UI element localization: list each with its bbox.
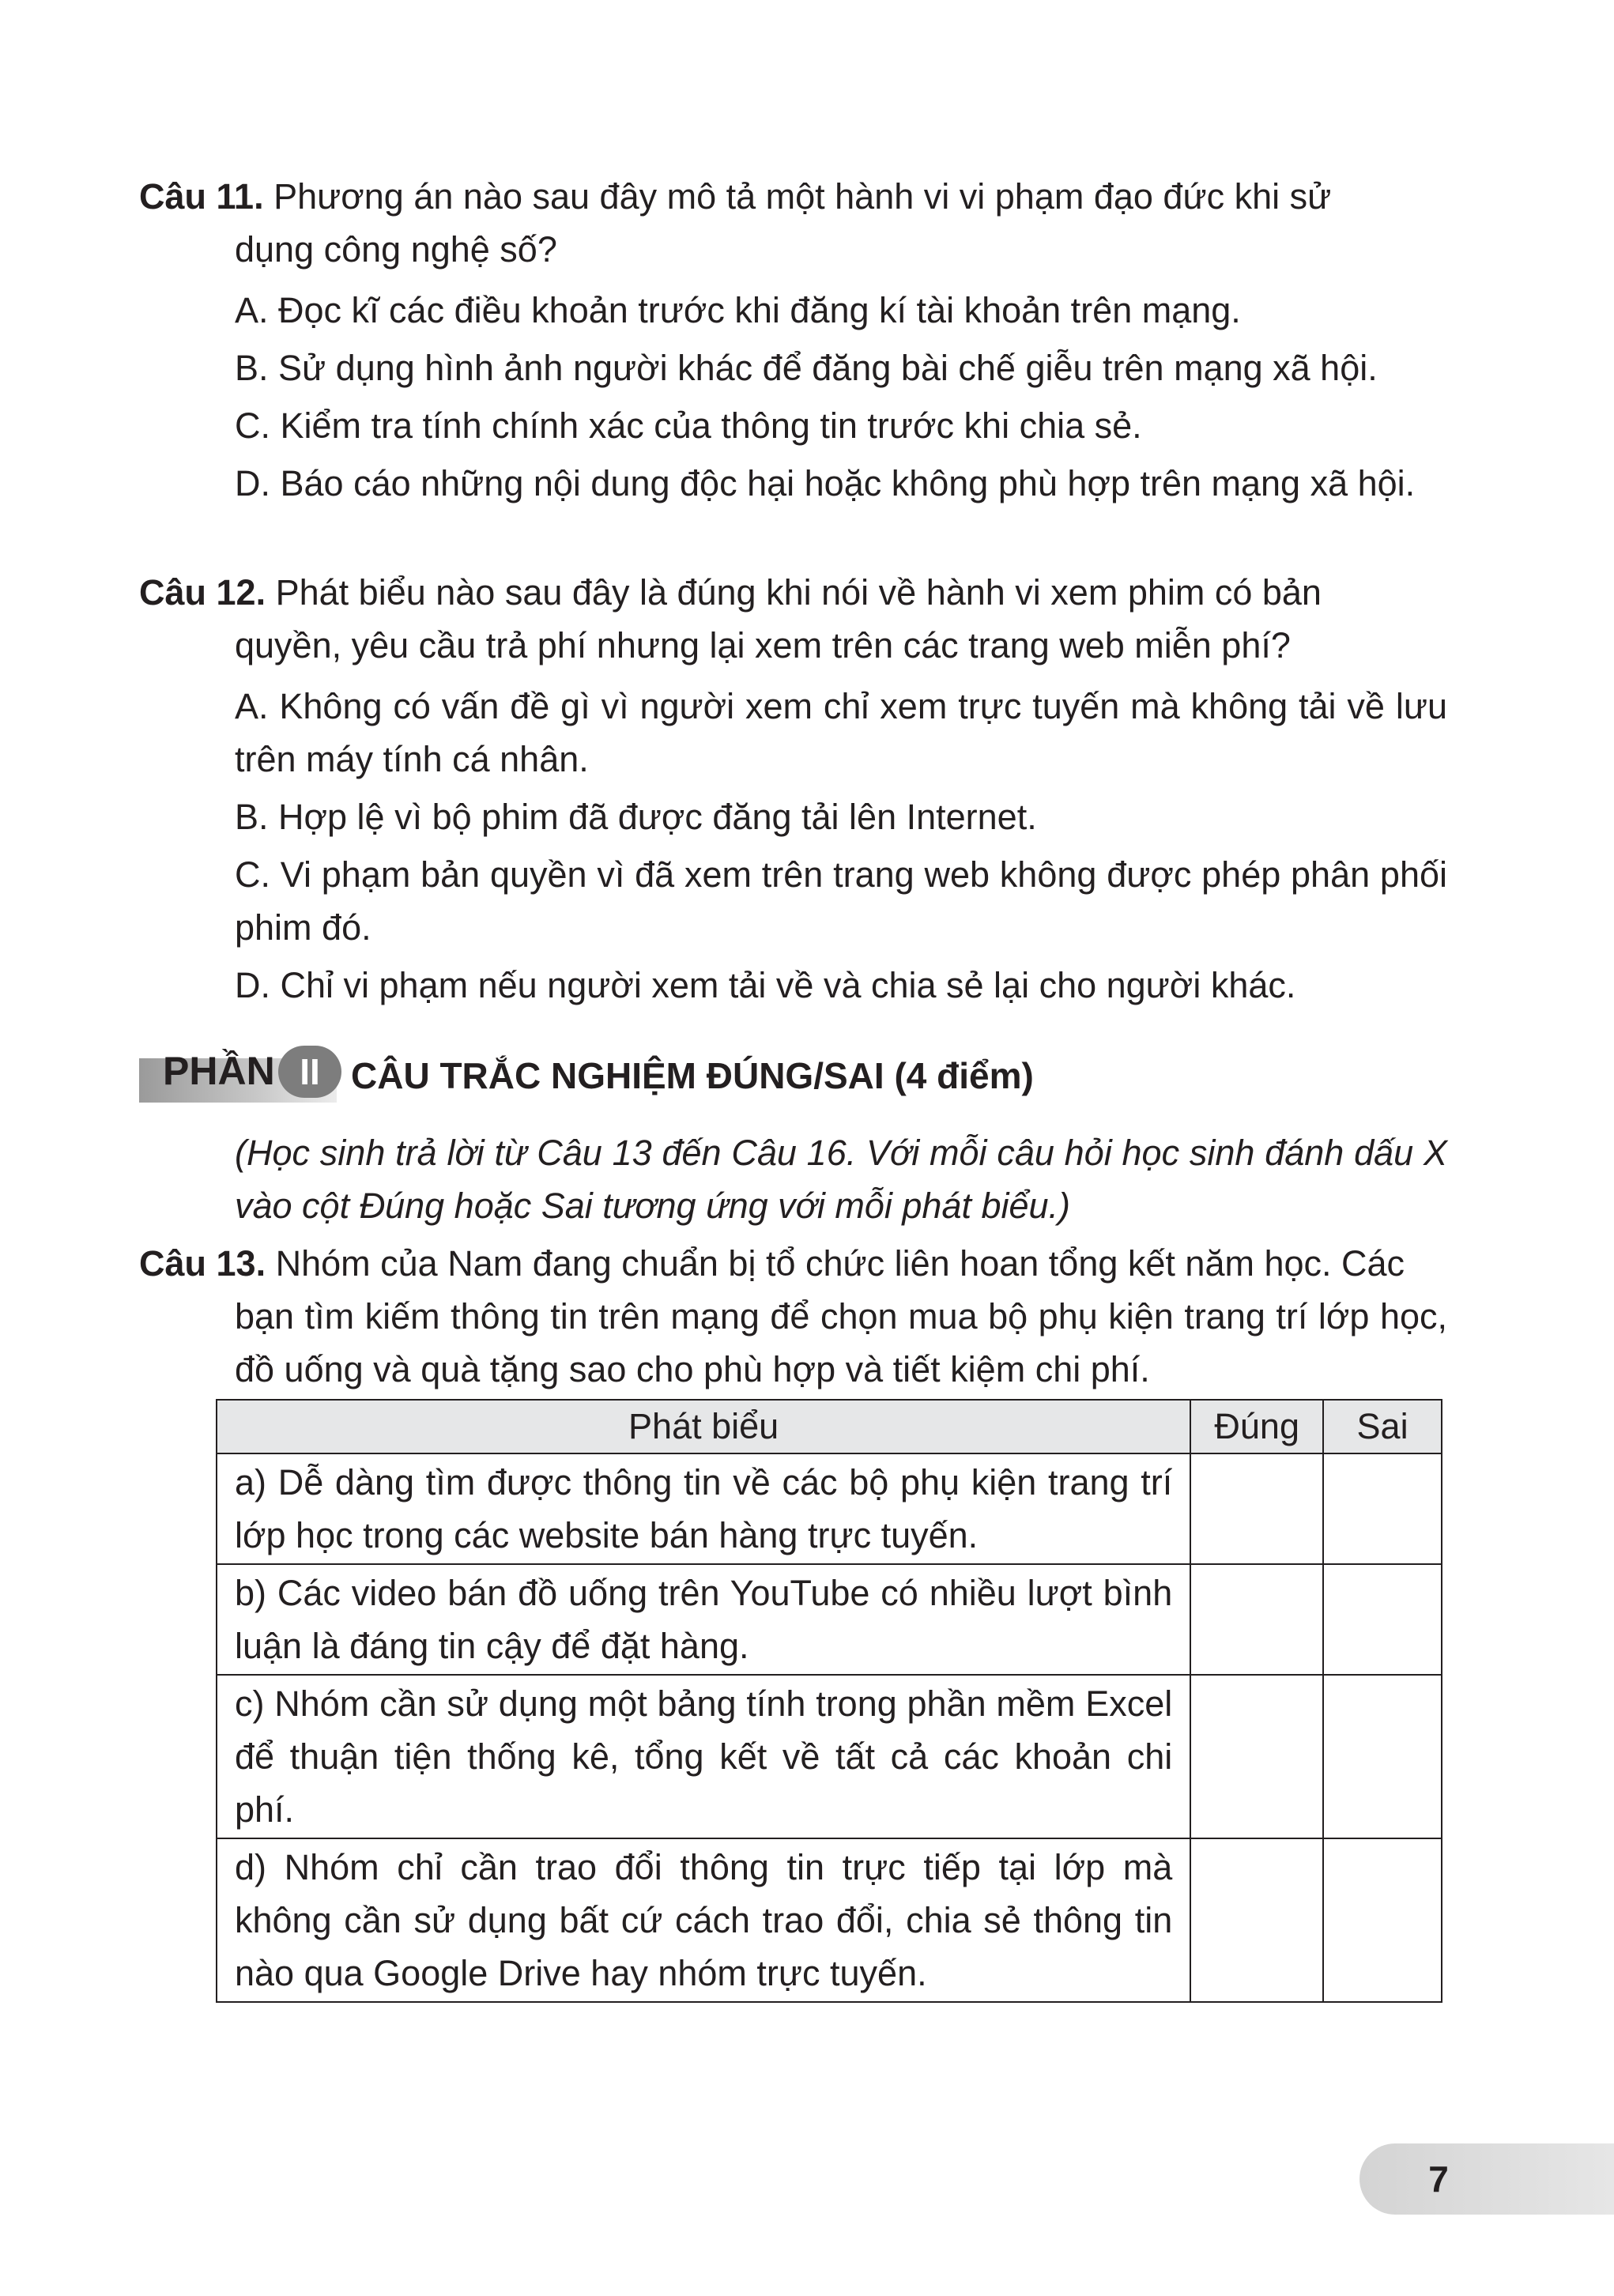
section-numeral-badge: II [278, 1046, 341, 1098]
table-header-row [217, 1400, 1442, 1453]
section-header [139, 1039, 1483, 1103]
table-row [217, 1838, 1442, 2002]
question-11-number: Câu 11. [139, 176, 264, 217]
statement-b: b) Các video bán đồ uống trên YouTube có nhiều lượt bình luận là đáng tin cậy để đặt hàng. [217, 1564, 1190, 1675]
question-11 [139, 170, 1447, 510]
question-12-option-c: C. Vi phạm bản quyền vì đã xem trên trang web không được phép phân phối phim đó. [235, 854, 1447, 948]
answer-false-a[interactable] [1323, 1453, 1442, 1564]
question-12-text-line1: Phát biểu nào sau đây là đúng khi nói về hành vi xem phim có bản [275, 572, 1322, 613]
header-statement: Phát biểu [217, 1400, 1190, 1453]
question-12-stem [139, 566, 1447, 619]
page-number-tab [1359, 2143, 1614, 2215]
question-11-stem [139, 170, 1447, 223]
question-11-option-b: B. Sử dụng hình ảnh người khác để đăng bài chế giễu trên mạng xã hội. [235, 348, 1378, 388]
question-12-option-d: D. Chỉ vi phạm nếu người xem tải về và chia sẻ lại cho người khác. [235, 965, 1296, 1005]
question-11-option-a: A. Đọc kĩ các điều khoản trước khi đăng kí tài khoản trên mạng. [235, 290, 1241, 330]
true-false-table [216, 1399, 1442, 2003]
answer-true-d[interactable] [1190, 1838, 1323, 2002]
answer-false-b[interactable] [1323, 1564, 1442, 1675]
section-instruction: (Học sinh trả lời từ Câu 13 đến Câu 16. Với mỗi câu hỏi học sinh đánh dấu X vào cột Đúng hoặc Sai tương ứng với mỗi phát biểu.) [235, 1133, 1447, 1226]
question-12-option-b: B. Hợp lệ vì bộ phim đã được đăng tải lên Internet. [235, 797, 1037, 837]
question-11-option-d: D. Báo cáo những nội dung độc hại hoặc không phù hợp trên mạng xã hội. [235, 463, 1416, 503]
question-12 [139, 566, 1447, 1012]
statement-c: c) Nhóm cần sử dụng một bảng tính trong phần mềm Excel để thuận tiện thống kê, tổng kết về tất cả các khoản chi phí. [217, 1675, 1190, 1838]
question-13-number: Câu 13. [139, 1243, 266, 1284]
question-11-text-line2: dụng công nghệ số? [235, 229, 557, 270]
answer-false-c[interactable] [1323, 1675, 1442, 1838]
page-number: 7 [1428, 2158, 1449, 2200]
question-12-option-a: A. Không có vấn đề gì vì người xem chỉ xem trực tuyến mà không tải về lưu trên máy tính cá nhân. [235, 686, 1447, 779]
statement-a: a) Dễ dàng tìm được thông tin về các bộ phụ kiện trang trí lớp học trong các website bán hàng trực tuyến. [217, 1453, 1190, 1564]
question-11-text-line1: Phương án nào sau đây mô tả một hành vi vi phạm đạo đức khi sử [273, 176, 1332, 217]
answer-true-c[interactable] [1190, 1675, 1323, 1838]
answer-true-b[interactable] [1190, 1564, 1323, 1675]
header-false: Sai [1323, 1400, 1442, 1453]
table-row [217, 1453, 1442, 1564]
statement-d: d) Nhóm chỉ cần trao đổi thông tin trực tiếp tại lớp mà không cần sử dụng bất cứ cách trao đổi, chia sẻ thông tin nào qua Google Drive hay nhóm trực tuyến. [217, 1838, 1190, 2002]
table-row [217, 1675, 1442, 1838]
question-13-stem [139, 1237, 1447, 1290]
table-row [217, 1564, 1442, 1675]
question-12-text-line2: quyền, yêu cầu trả phí nhưng lại xem trên các trang web miễn phí? [235, 625, 1291, 665]
question-12-number: Câu 12. [139, 572, 266, 613]
question-13 [139, 1237, 1447, 1396]
question-13-text-rest: bạn tìm kiếm thông tin trên mạng để chọn mua bộ phụ kiện trang trí lớp học, đồ uống và quà tặng sao cho phù hợp và tiết kiệm chi phí. [235, 1296, 1447, 1389]
section-title: CÂU TRẮC NGHIỆM ĐÚNG/SAI (4 điểm) [351, 1055, 1034, 1096]
header-true: Đúng [1190, 1400, 1323, 1453]
question-11-option-c: C. Kiểm tra tính chính xác của thông tin trước khi chia sẻ. [235, 405, 1142, 446]
answer-true-a[interactable] [1190, 1453, 1323, 1564]
section-label: PHẦN [163, 1049, 275, 1093]
answer-false-d[interactable] [1323, 1838, 1442, 2002]
question-13-text-line1: Nhóm của Nam đang chuẩn bị tổ chức liên hoan tổng kết năm học. Các [275, 1243, 1405, 1284]
